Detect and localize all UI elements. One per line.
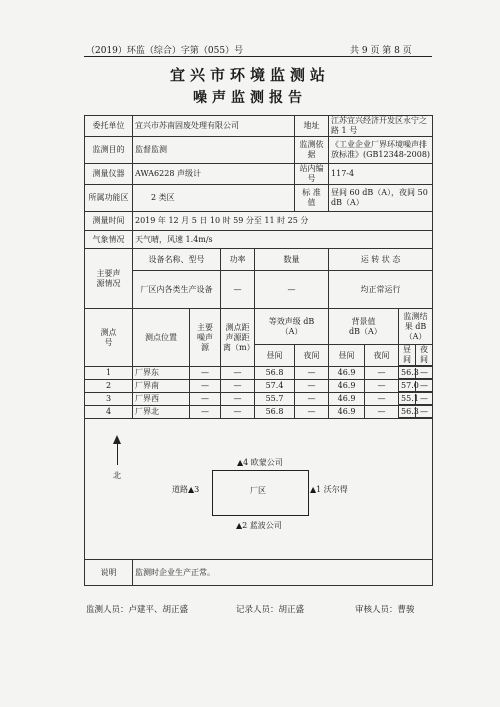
north-arrow-shaft xyxy=(117,443,118,465)
equiv-night: — xyxy=(295,367,329,380)
table-row xyxy=(85,380,433,393)
time-value: 2019 年 12 月 5 日 10 时 59 分至 11 时 25 分 xyxy=(133,212,433,231)
equiv-night: — xyxy=(295,406,329,419)
source-power-header: 功率 xyxy=(221,249,255,271)
main-source-header: 主要噪声源 xyxy=(190,309,221,367)
point-position-header: 测点位置 xyxy=(133,309,190,367)
bg-night: — xyxy=(365,393,399,406)
bg-day: 46.9 xyxy=(329,380,365,393)
note-text: 监测时企业生产正常。 xyxy=(133,560,433,586)
equiv-day: 57.4 xyxy=(255,380,295,393)
equiv-night-header: 夜间 xyxy=(295,345,329,367)
result-day: 57.0 xyxy=(401,380,419,390)
source-power: — xyxy=(221,271,255,309)
point-position: 厂界西 xyxy=(133,393,190,406)
equivalent-level-header: 等效声级 dB（A） xyxy=(255,309,329,345)
source-qty: — xyxy=(255,271,329,309)
bg-day: 46.9 xyxy=(329,406,365,419)
result-day: 55.1 xyxy=(401,393,419,403)
result-subheader xyxy=(399,345,432,366)
source-status-header: 运 转 状 态 xyxy=(329,249,433,271)
north-label: 北 xyxy=(113,471,121,480)
client-value: 宜兴市苏南固废处理有限公司 xyxy=(133,116,295,137)
bg-day: 46.9 xyxy=(329,393,365,406)
bg-night: — xyxy=(365,406,399,419)
standard-value: 昼间 60 dB（A），夜间 50 dB（A） xyxy=(329,185,433,212)
table-row xyxy=(85,393,433,406)
point-4-label: ▲4 欧蒙公司 xyxy=(237,458,283,467)
weather-value: 天气晴，风速 1.4m/s xyxy=(133,231,433,249)
result-night: — xyxy=(416,394,433,405)
purpose-value: 监督监测 xyxy=(133,137,295,164)
org-title: 宜兴市环境监测站 xyxy=(169,66,330,84)
distance-header: 测点距声源距离（m） xyxy=(221,309,255,367)
result-day-header: 昼间 xyxy=(399,345,416,366)
point-no: 4 xyxy=(85,406,133,419)
point-source: — xyxy=(190,380,221,393)
page-info: 共 9 页 第 8 页 xyxy=(350,46,412,56)
standard-label: 标 准 值 xyxy=(295,185,329,212)
point-no: 2 xyxy=(85,380,133,393)
report-title: 噪声监测报告 xyxy=(193,90,307,106)
point-source: — xyxy=(190,393,221,406)
point-no: 1 xyxy=(85,367,133,380)
point-3-label: 道路▲3 xyxy=(172,485,200,494)
point-1-label: ▲1 沃尔得 xyxy=(310,485,348,494)
bg-night: — xyxy=(365,367,399,380)
zone-value: 2 类区 xyxy=(133,185,295,212)
equiv-day: 56.8 xyxy=(255,406,295,419)
address-label: 地址 xyxy=(295,116,329,137)
monitor-signature: 监测人员：卢建平、胡正盛 xyxy=(86,605,189,615)
factory-label: 厂区 xyxy=(250,486,266,495)
equiv-night: — xyxy=(295,393,329,406)
equiv-day-header: 昼间 xyxy=(255,345,295,367)
point-source: — xyxy=(190,406,221,419)
background-header: 背景值 dB（A） xyxy=(329,309,399,345)
station-no-value: 117-4 xyxy=(329,164,433,185)
address-value: 江苏宜兴经济开发区永宁之路 1 号 xyxy=(329,116,433,137)
basis-value: 《工业企业厂界环境噪声排放标准》(GB12348-2008) xyxy=(329,137,433,164)
point-source: — xyxy=(190,367,221,380)
table-row xyxy=(85,367,433,380)
point-distance: — xyxy=(221,393,255,406)
result-day: 56.3 xyxy=(401,367,419,377)
point-distance: — xyxy=(221,380,255,393)
point-position: 厂界南 xyxy=(133,380,190,393)
point-no: 3 xyxy=(85,393,133,406)
point-position: 厂界北 xyxy=(133,406,190,419)
purpose-label: 监测目的 xyxy=(85,137,133,164)
document-number: （2019）环监（综合）字第（055）号 xyxy=(86,46,244,56)
point-no-header: 测点号 xyxy=(85,309,133,367)
zone-label: 所属功能区 xyxy=(85,185,133,212)
equiv-day: 56.8 xyxy=(255,367,295,380)
source-name: 厂区内各类生产设备 xyxy=(133,271,221,309)
equiv-day: 55.7 xyxy=(255,393,295,406)
bg-day-header: 昼间 xyxy=(329,345,365,367)
recorder-signature: 记录人员：胡正盛 xyxy=(236,605,305,615)
note-label: 说明 xyxy=(85,560,133,586)
source-name-header: 设备名称、型号 xyxy=(133,249,221,271)
header-divider xyxy=(84,56,432,57)
bg-night: — xyxy=(365,380,399,393)
result-night: — xyxy=(416,407,433,418)
basis-label: 监测依据 xyxy=(295,137,329,164)
point-distance: — xyxy=(221,406,255,419)
point-position: 厂界东 xyxy=(133,367,190,380)
source-label: 主要声源情况 xyxy=(85,249,133,309)
time-label: 测量时间 xyxy=(85,212,133,231)
instrument-label: 测量仪器 xyxy=(85,164,133,185)
equiv-night: — xyxy=(295,380,329,393)
source-qty-header: 数量 xyxy=(255,249,329,271)
point-2-label: ▲2 蓝波公司 xyxy=(236,521,282,530)
result-night: — xyxy=(416,368,433,379)
client-label: 委托单位 xyxy=(85,116,133,137)
bg-night-header: 夜间 xyxy=(365,345,399,367)
result-day: 56.3 xyxy=(401,406,419,416)
bg-day: 46.9 xyxy=(329,367,365,380)
table-row xyxy=(85,406,433,419)
result-night: — xyxy=(416,381,433,392)
station-no-label: 站内编号 xyxy=(295,164,329,185)
weather-label: 气象情况 xyxy=(85,231,133,249)
reviewer-signature: 审核人员：曹骏 xyxy=(355,605,415,615)
result-header: 监测结果 dB（A） xyxy=(399,309,433,345)
instrument-value: AWA6228 声级计 xyxy=(133,164,295,185)
point-distance: — xyxy=(221,367,255,380)
source-status: 均正常运行 xyxy=(329,271,433,309)
result-night-header: 夜间 xyxy=(416,345,433,366)
